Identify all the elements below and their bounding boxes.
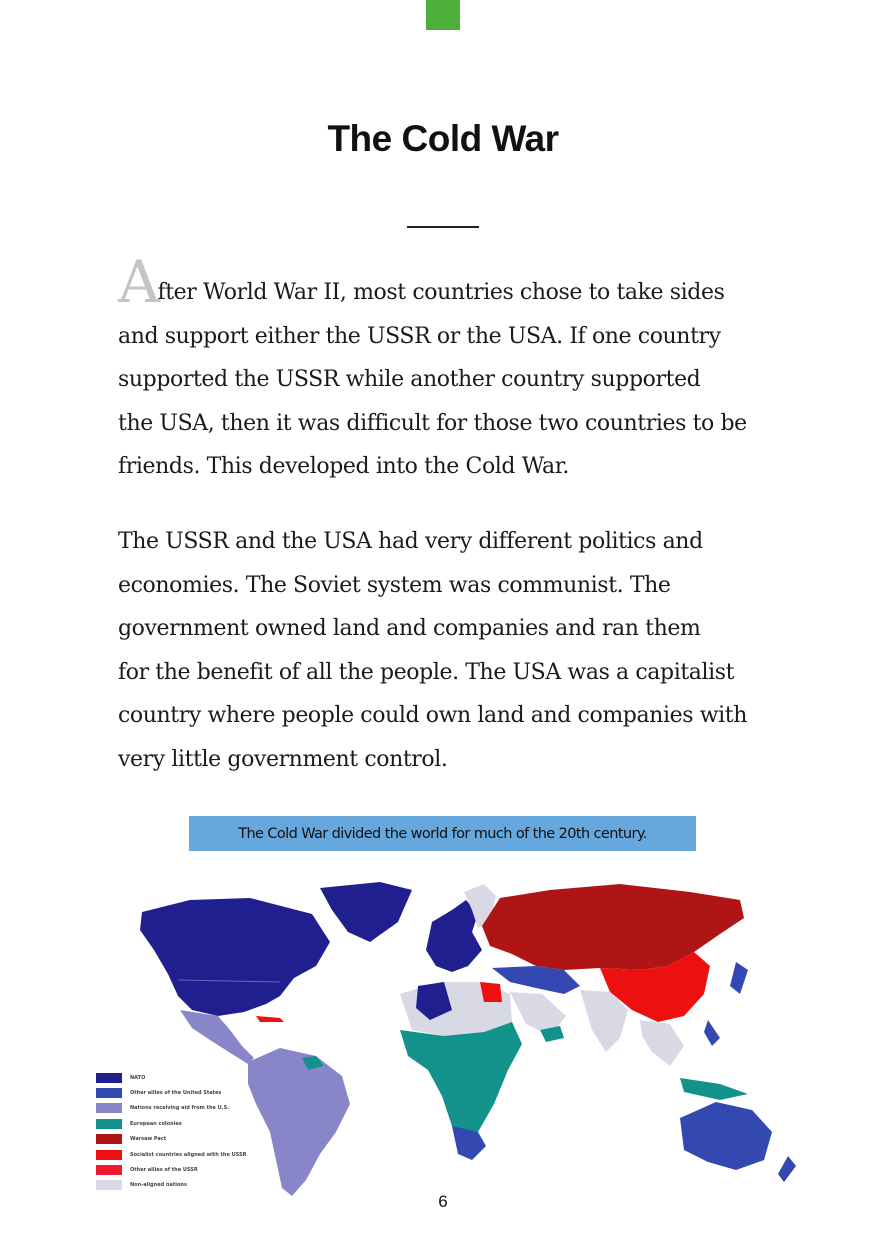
paragraph-2-line-5: country where people could own land and companies with xyxy=(118,703,747,729)
legend-item-us-allies xyxy=(96,1085,246,1100)
legend-label: NATO xyxy=(130,1074,146,1081)
paragraph-1-line-3: supported the USSR while another country supported xyxy=(118,367,701,393)
title-divider xyxy=(407,226,479,228)
paragraph-1-line-1 xyxy=(118,248,768,316)
map-southeast-asia xyxy=(640,1020,684,1066)
map-japan xyxy=(730,962,748,994)
legend-item-us-aid xyxy=(96,1101,246,1116)
legend-item-colonies xyxy=(96,1116,246,1131)
legend-swatch xyxy=(96,1073,122,1083)
legend-label: Socialist countries aligned with the USSR xyxy=(130,1151,247,1158)
legend-swatch xyxy=(96,1088,122,1098)
top-color-tab xyxy=(426,0,460,30)
map-greenland xyxy=(320,882,412,942)
legend-swatch xyxy=(96,1134,122,1144)
paragraph-2 xyxy=(118,520,768,782)
legend-label: Non-aligned nations xyxy=(130,1182,187,1189)
map-central-america xyxy=(180,1010,254,1064)
drop-cap: A xyxy=(118,248,160,316)
legend-swatch xyxy=(96,1150,122,1160)
page-number: 6 xyxy=(438,1192,448,1211)
paragraph-1 xyxy=(118,248,768,489)
paragraph-2-line-2: economies. The Soviet system was communist. The xyxy=(118,572,671,598)
map-southern-africa xyxy=(452,1126,486,1160)
paragraph-1-line-4: the USA, then it was difficult for those two countries to be xyxy=(118,410,747,436)
legend-swatch xyxy=(96,1119,122,1129)
legend-item-warsaw-pact xyxy=(96,1132,246,1147)
map-legend xyxy=(96,1070,246,1193)
legend-swatch xyxy=(96,1165,122,1175)
map-caption: The Cold War divided the world for much of the 20th century. xyxy=(189,816,696,851)
map-indonesia xyxy=(680,1078,748,1100)
legend-item-ussr-allies xyxy=(96,1162,246,1177)
map-south-america xyxy=(248,1048,350,1196)
legend-label: Other allies of the United States xyxy=(130,1090,222,1097)
paragraph-2-line-1: The USSR and the USA had very different politics and xyxy=(118,529,703,554)
map-ussr xyxy=(482,884,744,970)
map-philippines xyxy=(704,1020,720,1046)
legend-item-nato xyxy=(96,1070,246,1085)
paragraph-2-line-3: government owned land and companies and ran them xyxy=(118,616,701,642)
legend-label: Warsaw Pact xyxy=(130,1136,167,1143)
paragraph-1-line-5: friends. This developed into the Cold War. xyxy=(118,454,570,480)
map-africa-colonies xyxy=(400,1022,522,1144)
map-new-zealand xyxy=(778,1156,796,1182)
map-north-america xyxy=(140,898,330,1016)
page-title: The Cold War xyxy=(327,118,559,159)
paragraph-1-line-2: and support either the USSR or the USA. If one country xyxy=(118,323,721,349)
legend-item-non-aligned xyxy=(96,1178,246,1193)
paragraph-1-line-1-text: fter World War II, most countries chose to take sides xyxy=(157,280,725,305)
legend-item-socialist xyxy=(96,1147,246,1162)
legend-label: European colonies xyxy=(130,1120,182,1127)
legend-swatch xyxy=(96,1103,122,1113)
map-australia xyxy=(680,1102,772,1170)
legend-swatch xyxy=(96,1180,122,1190)
paragraph-2-line-4: for the benefit of all the people. The USA was a capitalist xyxy=(118,659,735,685)
paragraph-2-line-6: very little government control. xyxy=(118,746,448,772)
legend-label: Other allies of the USSR xyxy=(130,1167,198,1174)
map-cuba xyxy=(256,1016,284,1022)
legend-label: Nations receiving aid from the U.S. xyxy=(130,1105,230,1112)
map-turkey-iran xyxy=(492,966,580,994)
